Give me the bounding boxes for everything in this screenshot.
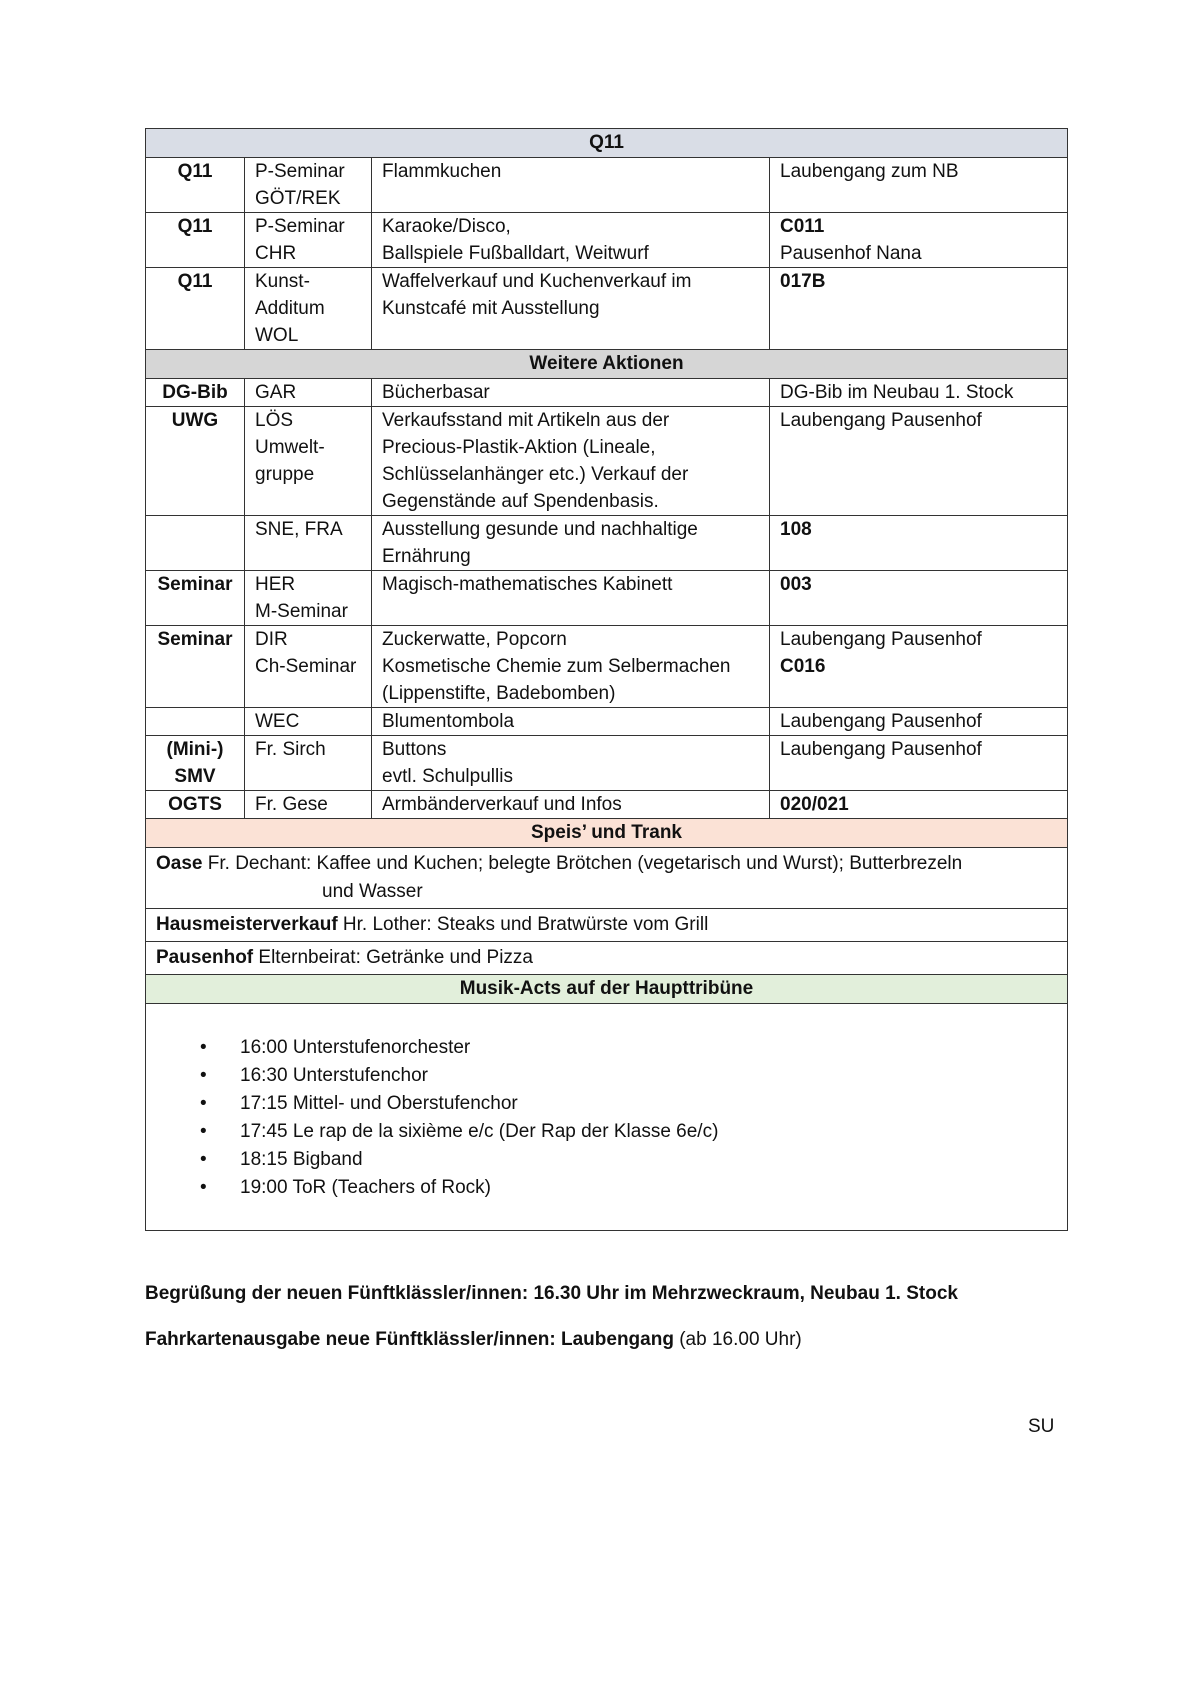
section-header-speis-und-trank: Speis’ und Trank <box>146 819 1068 848</box>
location-line: Laubengang Pausenhof <box>780 410 982 431</box>
signature: SU <box>1028 1416 1055 1437</box>
act-label: 16:30 Unterstufenchor <box>240 1065 429 1086</box>
organizer-cell <box>245 571 372 626</box>
c1-line: Seminar <box>157 574 233 595</box>
c3-line: Magisch-mathematisches Kabinett <box>382 574 673 595</box>
table-row <box>146 158 1068 213</box>
activity-cell <box>372 516 770 571</box>
c2-line: CHR <box>255 243 297 264</box>
organizer-cell <box>245 268 372 350</box>
c3-line: (Lippenstifte, Badebomben) <box>382 683 616 704</box>
location-line: 003 <box>780 574 812 595</box>
activity-cell <box>372 571 770 626</box>
c1-line: OGTS <box>168 794 222 815</box>
food-location: Hausmeisterverkauf <box>156 914 338 935</box>
food-description: Hr. Lother: Steaks und Bratwürste vom Grill <box>337 914 709 935</box>
c2-line: WEC <box>255 711 300 732</box>
c3-line: Buttons <box>382 739 447 760</box>
food-description-continued: und Wasser <box>322 881 423 902</box>
organizer-cell <box>245 158 372 213</box>
location-line: 017B <box>780 271 826 292</box>
activity-cell <box>372 407 770 516</box>
table-row <box>146 708 1068 736</box>
c3-line: Gegenstände auf Spendenbasis. <box>382 491 659 512</box>
location-cell <box>770 708 1068 736</box>
location-cell <box>770 516 1068 571</box>
fahrkarten-note-bold: Fahrkartenausgabe neue Fünftklässler/innen: Laubengang <box>145 1329 674 1350</box>
location-line: C016 <box>780 656 826 677</box>
c2-line: GÖT/REK <box>255 188 341 209</box>
c3-line: Zuckerwatte, Popcorn <box>382 629 567 650</box>
table-row <box>146 268 1068 350</box>
food-location: Pausenhof <box>156 947 254 968</box>
c3-line: Bücherbasar <box>382 382 490 403</box>
table-row <box>146 516 1068 571</box>
activity-cell <box>372 626 770 708</box>
activity-cell <box>372 268 770 350</box>
c1-line: SMV <box>174 766 216 787</box>
group-cell: Q11 <box>146 213 245 268</box>
section-row-speis <box>146 819 1068 848</box>
location-line: Laubengang Pausenhof <box>780 629 982 650</box>
location-cell <box>770 571 1068 626</box>
c2-line: Fr. Sirch <box>255 739 326 760</box>
c1-line: DG-Bib <box>162 382 228 403</box>
group-cell <box>146 571 245 626</box>
bullet-icon: • <box>200 1037 207 1058</box>
act-label: 19:00 ToR (Teachers of Rock) <box>240 1177 491 1198</box>
location-cell <box>770 268 1068 350</box>
c2-line: Kunst- <box>255 271 310 292</box>
musik-acts-list <box>156 1034 1057 1202</box>
c2-line: P-Seminar <box>255 216 345 237</box>
c2-line: Ch-Seminar <box>255 656 357 677</box>
location-line: DG-Bib im Neubau 1. Stock <box>780 382 1014 403</box>
c3-line: evtl. Schulpullis <box>382 766 513 787</box>
section-header-q11: Q11 <box>146 129 1068 158</box>
group-cell <box>146 516 245 571</box>
fahrkarten-note <box>145 1326 802 1354</box>
act-label: 16:00 Unterstufenorchester <box>240 1037 471 1058</box>
bullet-icon: • <box>200 1065 207 1086</box>
group-cell <box>146 736 245 791</box>
c3-line: Waffelverkauf und Kuchenverkauf im <box>382 271 692 292</box>
c3-line: Ausstellung gesunde und nachhaltige <box>382 519 698 540</box>
organizer-cell <box>245 736 372 791</box>
food-row <box>146 848 1068 909</box>
group-cell <box>146 379 245 407</box>
section-row-weitere <box>146 350 1068 379</box>
musik-row <box>146 1004 1068 1231</box>
location-cell <box>770 736 1068 791</box>
organizer-cell <box>245 379 372 407</box>
location-line: C011 <box>780 216 825 237</box>
table-row <box>146 213 1068 268</box>
c2-line: Umwelt- <box>255 437 325 458</box>
c2-line: gruppe <box>255 464 315 485</box>
group-cell <box>146 407 245 516</box>
c3-line: Kunstcafé mit Ausstellung <box>382 298 600 319</box>
location-line: Laubengang Pausenhof <box>780 711 982 732</box>
section-row-musik <box>146 975 1068 1004</box>
c2-line: P-Seminar <box>255 161 345 182</box>
c3-line: Precious-Plastik-Aktion (Lineale, <box>382 437 656 458</box>
table-row <box>146 407 1068 516</box>
location-cell <box>770 213 1068 268</box>
food-description: Elternbeirat: Getränke und Pizza <box>253 947 533 968</box>
list-item <box>192 1034 1057 1062</box>
group-cell: Q11 <box>146 158 245 213</box>
group-cell: Q11 <box>146 268 245 350</box>
program-page <box>145 128 1067 1231</box>
c2-line: M-Seminar <box>255 601 348 622</box>
table-row <box>146 626 1068 708</box>
location-cell <box>770 626 1068 708</box>
food-location: Oase <box>156 853 203 874</box>
section-header-musik-acts: Musik-Acts auf der Haupttribüne <box>146 975 1068 1004</box>
organizer-cell <box>245 213 372 268</box>
activity-cell <box>372 213 770 268</box>
c1-line: Seminar <box>157 629 233 650</box>
list-item <box>192 1146 1057 1174</box>
bullet-icon: • <box>200 1093 207 1114</box>
c1-line: UWG <box>171 410 219 431</box>
section-header-weitere-aktionen: Weitere Aktionen <box>146 350 1068 379</box>
act-label: 18:15 Bigband <box>240 1149 363 1170</box>
activity-cell <box>372 736 770 791</box>
organizer-cell <box>245 791 372 819</box>
c2-line: SNE, FRA <box>255 519 343 540</box>
list-item <box>192 1090 1057 1118</box>
table-row <box>146 379 1068 407</box>
location-cell <box>770 158 1068 213</box>
table-row <box>146 791 1068 819</box>
c3-line: Schlüsselanhänger etc.) Verkauf der <box>382 464 689 485</box>
activity-cell <box>372 379 770 407</box>
activity-cell <box>372 708 770 736</box>
food-cell <box>146 848 1068 909</box>
fahrkarten-note-rest: (ab 16.00 Uhr) <box>673 1329 802 1350</box>
c3-line: Verkaufsstand mit Artikeln aus der <box>382 410 670 431</box>
c2-line: GAR <box>255 382 297 403</box>
location-line: Laubengang Pausenhof <box>780 739 982 760</box>
activity-cell <box>372 158 770 213</box>
table-row <box>146 736 1068 791</box>
organizer-cell <box>245 708 372 736</box>
c3-line: Ernährung <box>382 546 471 567</box>
activity-cell <box>372 791 770 819</box>
c2-line: LÖS <box>255 410 294 431</box>
c3-line: Armbänderverkauf und Infos <box>382 794 622 815</box>
bullet-icon: • <box>200 1149 207 1170</box>
list-item <box>192 1062 1057 1090</box>
program-table <box>145 128 1068 1231</box>
organizer-cell <box>245 407 372 516</box>
c3-line: Ballspiele Fußballdart, Weitwurf <box>382 243 649 264</box>
begruessung-note: Begrüßung der neuen Fünftklässler/innen: 16.30 Uhr im Mehrzweckraum, Neubau 1. Stock <box>145 1283 958 1304</box>
list-item <box>192 1118 1057 1146</box>
location-cell <box>770 407 1068 516</box>
group-cell <box>146 626 245 708</box>
act-label: 17:45 Le rap de la sixième e/c (Der Rap der Klasse 6e/c) <box>240 1121 719 1142</box>
c2-line: Fr. Gese <box>255 794 328 815</box>
c2-line: WOL <box>255 325 299 346</box>
group-cell <box>146 708 245 736</box>
c3-line: Blumentombola <box>382 711 515 732</box>
location-cell <box>770 379 1068 407</box>
bullet-icon: • <box>200 1121 207 1142</box>
c3-line: Kosmetische Chemie zum Selbermachen <box>382 656 731 677</box>
group-cell <box>146 791 245 819</box>
organizer-cell <box>245 516 372 571</box>
location-line: Laubengang zum NB <box>780 161 959 182</box>
location-line: 108 <box>780 519 812 540</box>
act-label: 17:15 Mittel- und Oberstufenchor <box>240 1093 518 1114</box>
musik-cell <box>146 1004 1068 1231</box>
organizer-cell <box>245 626 372 708</box>
location-line: 020/021 <box>780 794 849 815</box>
c2-line: DIR <box>255 629 288 650</box>
c2-line: HER <box>255 574 296 595</box>
food-row <box>146 942 1068 975</box>
list-item <box>192 1174 1057 1202</box>
c2-line: Additum <box>255 298 325 319</box>
c3-line: Flammkuchen <box>382 161 502 182</box>
c1-line: (Mini-) <box>166 739 224 760</box>
bullet-icon: • <box>200 1177 207 1198</box>
table-row <box>146 571 1068 626</box>
section-row-q11 <box>146 129 1068 158</box>
food-cell <box>146 909 1068 942</box>
food-description: Fr. Dechant: Kaffee und Kuchen; belegte Brötchen (vegetarisch und Wurst); Butterbrezeln <box>202 853 963 874</box>
location-line: Pausenhof Nana <box>780 243 922 264</box>
location-cell <box>770 791 1068 819</box>
food-row <box>146 909 1068 942</box>
c3-line: Karaoke/Disco, <box>382 216 511 237</box>
food-cell <box>146 942 1068 975</box>
